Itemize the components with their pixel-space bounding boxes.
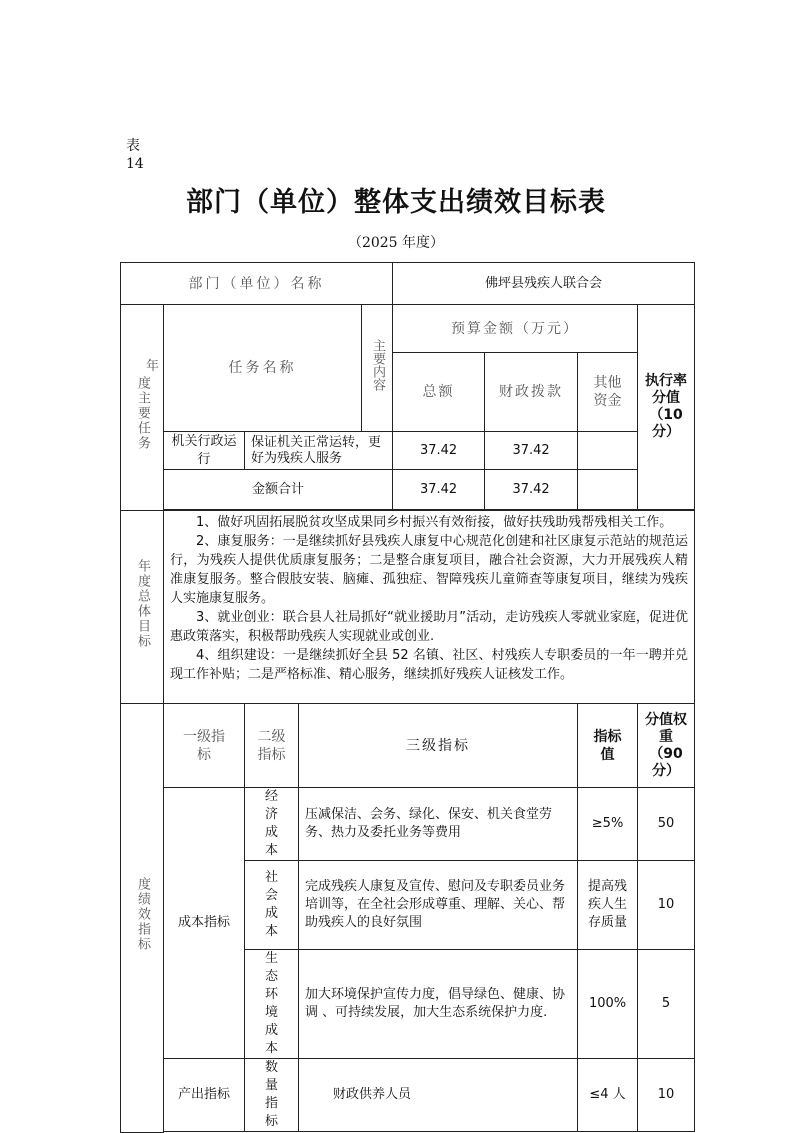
performance-table	[120, 262, 695, 1133]
indicator-weight: 10	[638, 1059, 695, 1132]
sum-other	[578, 470, 638, 510]
indicator-value: 100%	[578, 950, 638, 1059]
indicator-level3: 加大环境保护宣传力度，倡导绿色、健康、协调 、可持续发展，加大生态系统保护力度.	[299, 950, 578, 1059]
sum-label: 金额合计	[164, 470, 393, 510]
other-header: 其他资金	[578, 353, 638, 432]
goal-paragraph: 2、康复服务：一是继续抓好县残疾人康复中心规范化创建和社区康复示范站的规范运行，为残疾人提供优质康复服务；二是整合康复项目，融合社会资源，大力开展残疾人精准康复服务。整合假肢安装、脑瘫、孤独症、智障残疾儿童筛查等康复项目，继续为残疾人实施康复服务。	[170, 534, 689, 606]
exec-rate-header: 执行率分值（10分）	[638, 305, 695, 510]
header-level1: 一级指标	[164, 704, 245, 788]
output-indicator-label: 产出指标	[164, 1059, 245, 1132]
goal-paragraph: 3、就业创业：联合县人社局抓好“就业援助月”活动，走访残疾人零就业家庭，促进优惠政策落实，积极帮助残疾人实现就业或创业.	[170, 610, 689, 644]
indicator-level2: 数量指标	[245, 1059, 299, 1132]
total-header: 总额	[393, 353, 485, 432]
sum-total: 37.42	[393, 470, 485, 510]
indicator-value: ≤4 人	[578, 1059, 638, 1132]
main-content-header-text: 主要内容	[370, 339, 386, 391]
indicators-label: 度绩效指标	[135, 877, 150, 953]
task-name-header: 任务名称	[164, 305, 362, 432]
indicator-level3: 财政供养人员	[299, 1059, 578, 1132]
header-level3: 三级指标	[299, 704, 578, 788]
task-fiscal-cell: 37.42	[485, 432, 578, 470]
budget-header: 预算金额（万元）	[393, 305, 638, 353]
indicator-value: ≥5%	[578, 788, 638, 861]
spacer-row	[164, 1132, 695, 1133]
overall-goals-content	[164, 511, 695, 704]
indicator-weight: 10	[638, 861, 695, 950]
task-other-cell	[578, 432, 638, 470]
year-subtitle: （2025 年度）	[347, 235, 445, 251]
goal-paragraph: 4、组织建设：一是继续抓好全县 52 名镇、社区、村残疾人专职委员的一年一聘并兑现工作补贴；二是严格标准、精心服务，继续抓好残疾人证核发工作。	[170, 648, 689, 682]
indicator-level3: 压减保洁、会务、绿化、保安、机关食堂劳务、热力及委托业务等费用	[299, 788, 578, 861]
header-level2: 二级指标	[245, 704, 299, 788]
indicator-value: 提高残疾人生存质量	[578, 861, 638, 950]
indicator-level2: 经济成本	[245, 788, 299, 861]
goal-paragraph: 1、做好巩固拓展脱贫攻坚成果同乡村振兴有效衔接，做好扶残助残帮残相关工作。	[196, 515, 673, 530]
header-weight: 分值权重（90分）	[638, 704, 695, 788]
indicator-level3: 完成残疾人康复及宣传、慰问及专职委员业务培训等，在全社会形成尊重、理解、关心、帮助残疾人的良好氛围	[299, 861, 578, 950]
task-name-cell: 机关行政运行	[164, 432, 245, 470]
indicator-level2: 社会成本	[245, 861, 299, 950]
indicator-weight: 50	[638, 788, 695, 861]
dept-name-label: 部门（单位）名称	[121, 263, 393, 305]
table-number-label: 表	[126, 138, 140, 154]
dept-name-value: 佛坪县残疾人联合会	[393, 263, 695, 305]
sum-fiscal: 37.42	[485, 470, 578, 510]
task-content-cell: 保证机关正常运转，更好为残疾人服务	[245, 432, 393, 470]
task-total-cell: 37.42	[393, 432, 485, 470]
indicator-weight: 5	[638, 950, 695, 1059]
indicator-level2: 生态环境成本	[245, 950, 299, 1059]
annual-tasks-year-char: 年	[145, 359, 159, 374]
annual-tasks-label: 度主要任务	[135, 376, 150, 451]
fiscal-header: 财政拨款	[485, 353, 578, 432]
annual-tasks-section-label	[121, 305, 164, 511]
table-number-value: 14	[126, 156, 144, 172]
overall-goals-section-label	[121, 511, 164, 704]
main-content-header	[362, 305, 393, 432]
overall-goals-label: 年度总体目标	[135, 559, 150, 649]
table-number	[126, 137, 144, 173]
page-title: 部门（单位）整体支出绩效目标表	[186, 187, 606, 218]
cost-indicator-label: 成本指标	[164, 788, 245, 1059]
header-value: 指标值	[578, 704, 638, 788]
indicators-section-label	[121, 704, 164, 1133]
